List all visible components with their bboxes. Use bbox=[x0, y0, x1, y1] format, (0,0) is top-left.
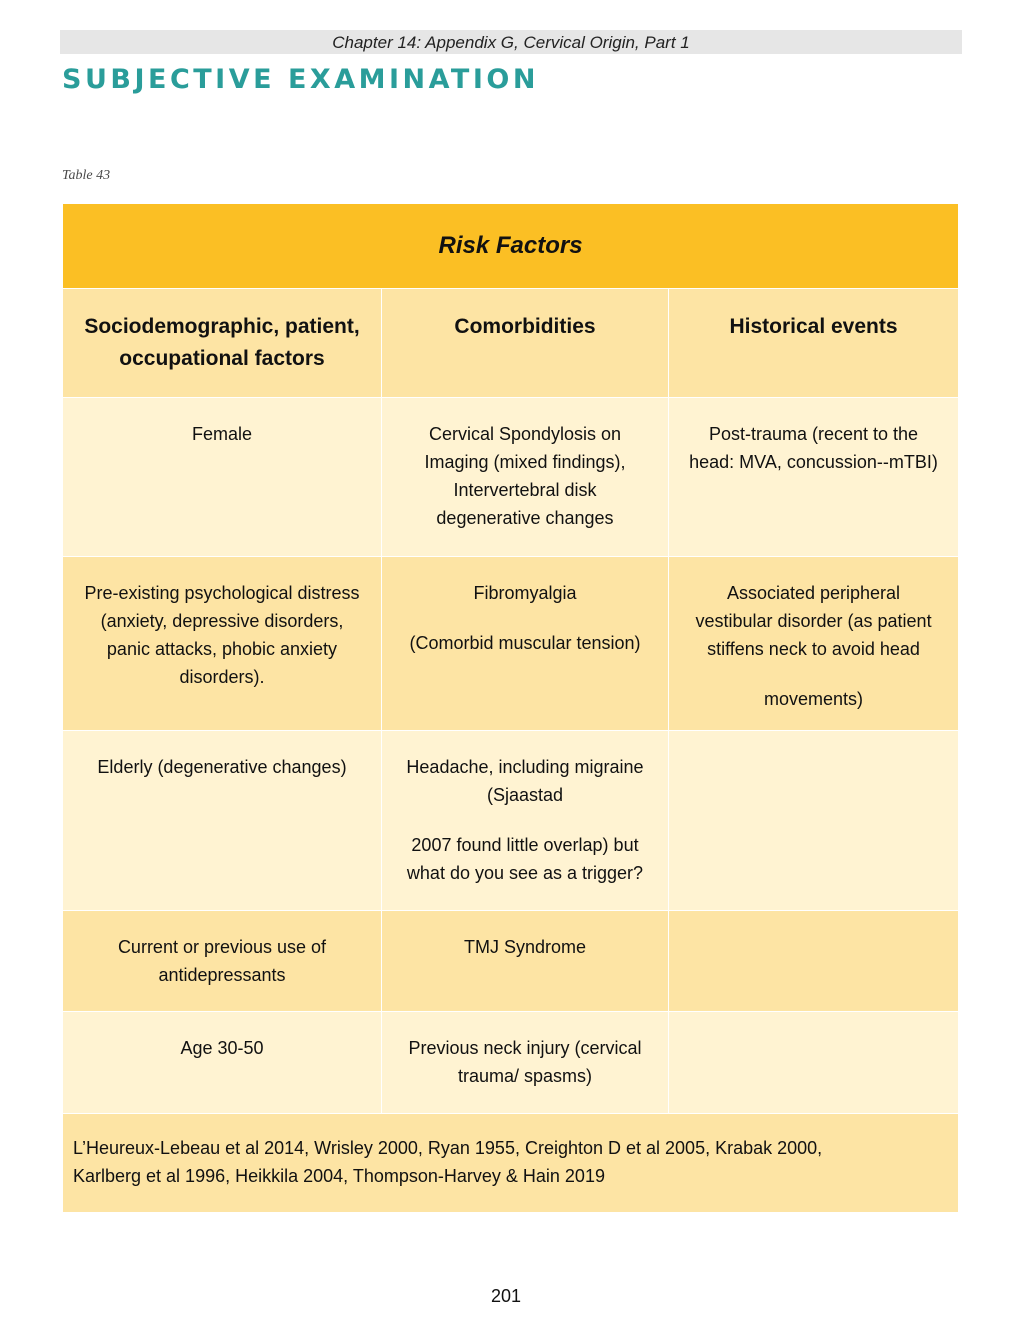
cell-line: Female bbox=[191, 424, 253, 444]
table-caption: Table 43 bbox=[62, 168, 111, 183]
cell-comorbidities bbox=[382, 911, 669, 1012]
cell-line: Imaging (mixed findings), bbox=[424, 452, 626, 472]
references-cell bbox=[63, 1114, 959, 1213]
cell-line: (Sjaastad bbox=[486, 785, 564, 805]
cell-line: TMJ Syndrome bbox=[463, 937, 587, 957]
cell-line: (anxiety, depressive disorders, bbox=[100, 611, 344, 631]
cell-line: disorders). bbox=[179, 667, 265, 687]
running-header: Chapter 14: Appendix G, Cervical Origin, Part 1 bbox=[60, 30, 962, 54]
cell-line: (Comorbid muscular tension) bbox=[409, 633, 641, 653]
cell-line: panic attacks, phobic anxiety bbox=[106, 639, 338, 659]
page-number: 201 bbox=[490, 1286, 522, 1306]
column-header-line: occupational factors bbox=[119, 347, 325, 370]
cell-sociodemographic bbox=[63, 911, 382, 1012]
column-header-comorbidities: Comorbidities bbox=[382, 289, 669, 398]
cell-line: Current or previous use of bbox=[117, 937, 327, 957]
reference-line: Karlberg et al 1996, Heikkila 2004, Thompson-Harvey & Hain 2019 bbox=[73, 1166, 605, 1186]
risk-factors-table bbox=[62, 203, 959, 1213]
references-row bbox=[63, 1114, 959, 1213]
cell-line: what do you see as a trigger? bbox=[406, 863, 644, 883]
section-title: SUBJECTIVE EXAMINATION bbox=[62, 64, 539, 95]
cell-historical-events-empty bbox=[669, 911, 959, 1012]
cell-sociodemographic bbox=[63, 731, 382, 911]
cell-line: Post-trauma (recent to the bbox=[708, 424, 919, 444]
cell-comorbidities bbox=[382, 557, 669, 731]
cell-line: degenerative changes bbox=[436, 508, 614, 528]
table-title: Risk Factors bbox=[63, 204, 959, 289]
cell-line: stiffens neck to avoid head bbox=[707, 639, 920, 659]
table-row bbox=[63, 911, 959, 1012]
cell-sociodemographic bbox=[63, 1012, 382, 1114]
table-row bbox=[63, 731, 959, 911]
column-header-historical-events: Historical events bbox=[669, 289, 959, 398]
cell-line: Headache, including migraine bbox=[406, 757, 644, 777]
cell-line: Cervical Spondylosis on bbox=[428, 424, 622, 444]
cell-line: antidepressants bbox=[158, 965, 286, 985]
cell-line: Associated peripheral bbox=[726, 583, 901, 603]
cell-line: Previous neck injury (cervical bbox=[408, 1038, 642, 1058]
cell-comorbidities bbox=[382, 1012, 669, 1114]
cell-line: Elderly (degenerative changes) bbox=[97, 757, 347, 777]
column-header-line: Sociodemographic, patient, bbox=[84, 315, 360, 338]
table-row bbox=[63, 1012, 959, 1114]
cell-sociodemographic bbox=[63, 557, 382, 731]
table-row bbox=[63, 398, 959, 557]
risk-factors-table-container bbox=[62, 203, 958, 1213]
cell-line: Fibromyalgia bbox=[473, 583, 577, 603]
cell-line: head: MVA, concussion--mTBI) bbox=[689, 452, 938, 472]
cell-line: trauma/ spasms) bbox=[457, 1066, 593, 1086]
cell-line: 2007 found little overlap) but bbox=[411, 835, 639, 855]
column-header-sociodemographic bbox=[63, 289, 382, 398]
table-row bbox=[63, 557, 959, 731]
cell-line: Intervertebral disk bbox=[453, 480, 597, 500]
cell-comorbidities bbox=[382, 398, 669, 557]
cell-historical-events-empty bbox=[669, 1012, 959, 1114]
cell-historical-events-empty bbox=[669, 731, 959, 911]
cell-historical-events bbox=[669, 398, 959, 557]
cell-line: Age 30-50 bbox=[180, 1038, 264, 1058]
cell-comorbidities bbox=[382, 731, 669, 911]
cell-historical-events bbox=[669, 557, 959, 731]
cell-line: movements) bbox=[764, 689, 864, 709]
cell-line: Pre-existing psychological distress bbox=[84, 583, 360, 603]
cell-line: vestibular disorder (as patient bbox=[695, 611, 932, 631]
cell-sociodemographic bbox=[63, 398, 382, 557]
reference-line: L’Heureux-Lebeau et al 2014, Wrisley 2000, Ryan 1955, Creighton D et al 2005, Krabak 2000, bbox=[73, 1138, 823, 1158]
